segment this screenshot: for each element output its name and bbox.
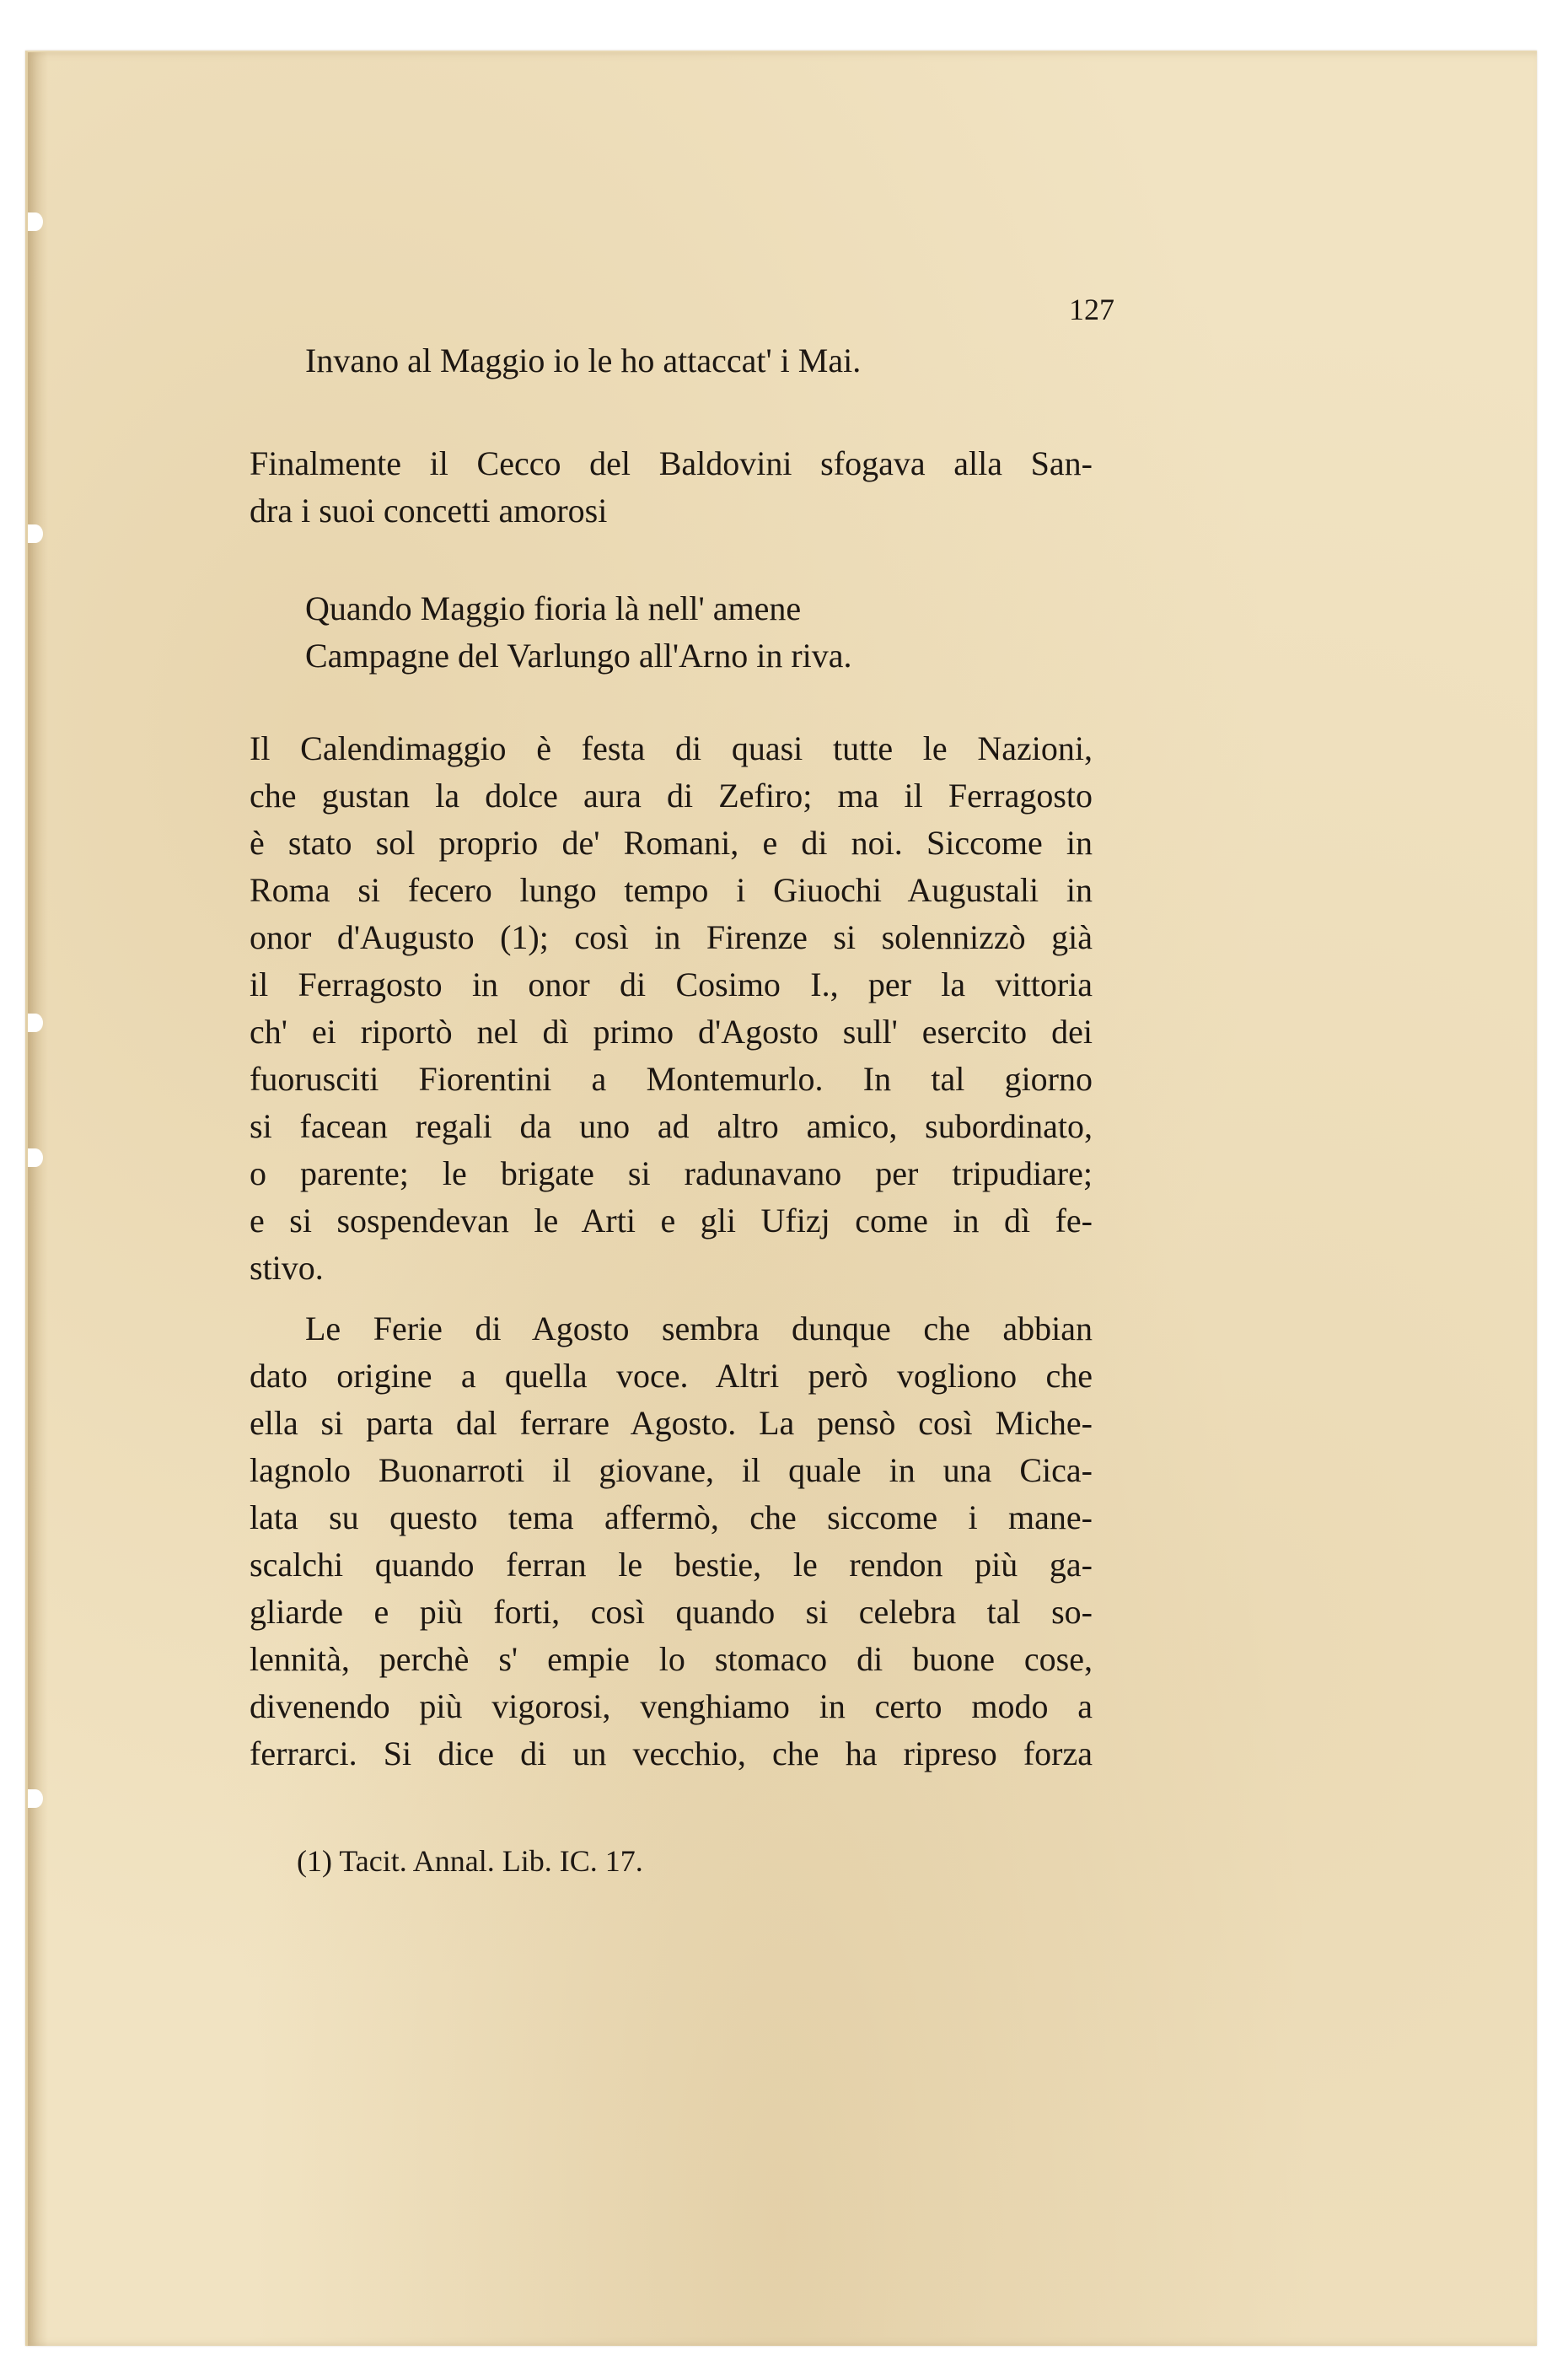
text-line: ella si parta dal ferrare Agosto. La pensò così Miche- xyxy=(250,1404,1093,1442)
text-line: Le Ferie di Agosto sembra dunque che abbian xyxy=(305,1310,1093,1347)
text-line: il Ferragosto in onor di Cosimo I., per la vittoria xyxy=(250,965,1093,1003)
text-line: lata su questo tema affermò, che siccome i mane- xyxy=(250,1498,1093,1536)
page-number: 127 xyxy=(1069,293,1114,326)
text-line: dra i suoi concetti amorosi xyxy=(250,492,608,530)
text-line: è stato sol proprio de' Romani, e di noi. Siccome in xyxy=(250,824,1093,862)
paragraph-intro xyxy=(250,440,1093,535)
text-line: Roma si fecero lungo tempo i Giuochi Augustali in xyxy=(250,871,1093,909)
text-line: onor d'Augusto (1); così in Firenze si solennizzò già xyxy=(250,918,1093,956)
paragraph-ferie xyxy=(250,1305,1093,1777)
binding-hole xyxy=(28,1148,43,1167)
binding-hole xyxy=(28,1789,43,1808)
binding-hole xyxy=(28,524,43,543)
verse-line: Quando Maggio fioria là nell' amene xyxy=(305,589,802,627)
verse-line: Campagne del Varlungo all'Arno in riva. xyxy=(305,637,852,675)
text-line: Il Calendimaggio è festa di quasi tutte le Nazioni, xyxy=(250,729,1093,767)
verse-line: Invano al Maggio io le ho attaccat' i Mai. xyxy=(305,342,862,379)
text-line: scalchi quando ferran le bestie, le rendon più ga- xyxy=(250,1546,1093,1584)
text-line: dato origine a quella voce. Altri però vogliono che xyxy=(250,1357,1093,1395)
text-line: o parente; le brigate si radunavano per tripudiare; xyxy=(250,1154,1093,1192)
text-line: Finalmente il Cecco del Baldovini sfogava alla San- xyxy=(250,444,1093,482)
paragraph-ferragosto xyxy=(250,725,1093,1292)
verse-quote xyxy=(305,585,852,680)
text-line: e si sospendevan le Arti e gli Ufizj come in dì fe- xyxy=(250,1202,1093,1240)
text-line: fuorusciti Fiorentini a Montemurlo. In tal giorno xyxy=(250,1060,1093,1098)
text-line: gliarde e più forti, così quando si celebra tal so- xyxy=(250,1593,1093,1631)
binding-hole xyxy=(28,1014,43,1032)
footnote: (1) Tacit. Annal. Lib. IC. 17. xyxy=(297,1844,643,1878)
text-line: si facean regali da uno ad altro amico, subordinato, xyxy=(250,1107,1093,1145)
text-line: divenendo più vigorosi, venghiamo in certo modo a xyxy=(250,1687,1093,1725)
text-line: lagnolo Buonarroti il giovane, il quale in una Cica- xyxy=(250,1451,1093,1489)
text-line: ferrarci. Si dice di un vecchio, che ha ripreso forza xyxy=(250,1734,1093,1772)
text-line: ch' ei riportò nel dì primo d'Agosto sull' esercito dei xyxy=(250,1013,1093,1051)
text-line: che gustan la dolce aura di Zefiro; ma il Ferragosto xyxy=(250,777,1093,815)
binding-hole xyxy=(28,212,43,231)
text-line: stivo. xyxy=(250,1249,324,1287)
text-line: lennità, perchè s' empie lo stomaco di buone cose, xyxy=(250,1640,1093,1678)
